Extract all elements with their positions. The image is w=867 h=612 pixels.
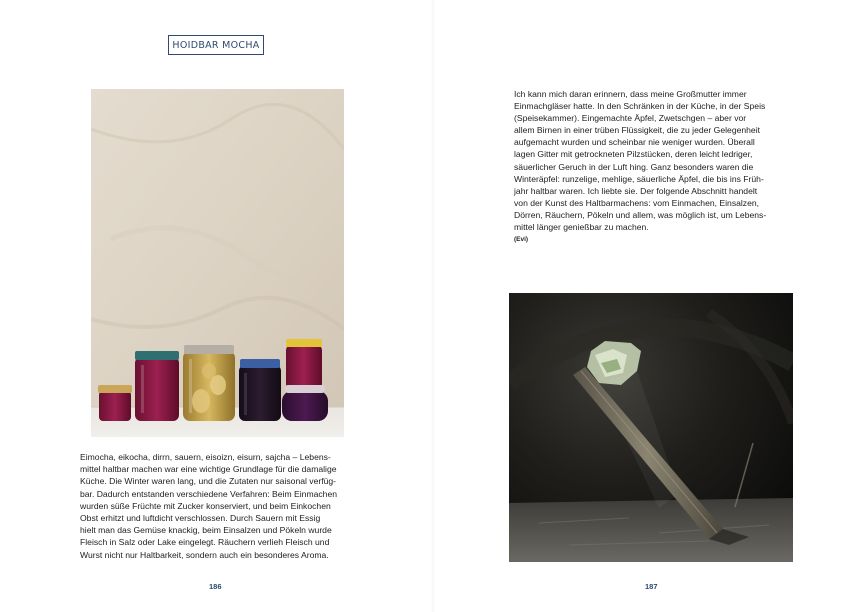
page-number-left: 186 bbox=[209, 582, 222, 591]
author-attribution: (Evi) bbox=[514, 236, 529, 243]
cellar-photo bbox=[509, 293, 793, 562]
book-gutter bbox=[431, 0, 435, 612]
page-number-right: 187 bbox=[645, 582, 658, 591]
left-body-text: Eimocha, eikocha, dirrn, sauern, eisoizn, eisurn, sajcha – Lebens- mittel haltbar machen war eine wichtige Grundlage für die damalige Küche. Die Winter waren lang, und die Zutaten nur saisonal verfüg- bar. Dadurch entstanden verschiedene Verfahren: Beim Einmachen wurden süße Früchte mit Zucker konserviert, und beim Einkochen Obst erhitzt und luftdicht verschlossen. Durch Sauern mit Essig hielt man das Gemüse knackig, beim Einsalzen und Pökeln wurde Fleisch in Salz oder Lake eingelegt. Räuchern verlieh Fleisch und Wurst nicht nur Haltbarkeit, sondern auch ein besonderes Aroma. bbox=[80, 452, 338, 560]
preserve-jars-photo bbox=[91, 89, 344, 437]
cellar-illustration bbox=[509, 293, 793, 562]
right-body-text: Ich kann mich daran erinnern, dass meine Großmutter immer Einmachgläser hatte. In den Schränken in der Küche, in der Speis (Speisekammer). Eingemachte Äpfel, Zwetschgen – aber vor allem Birnen in einer trüben Flüssigkeit, die zu jeder Gelegenheit aufgemacht wurden und scheinbar nie weniger wurden. Überall lagen Gitter mit getrockneten Pilzstücken, deren leicht ledriger, säuerlicher Geruch in der Luft hing. Ganz besonders waren die Winteräpfel: runzelige, mehlige, säuerliche Äpfel, die bis ins Früh- jahr haltbar waren. Ich liebte sie. Der folgende Abschnitt handelt von der Kunst des Haltbarmachens: vom Einmachen, Einsalzen, Dörren, Räuchern, Pökeln und allem, was möglich ist, um Lebens- mittel länger genießbar zu machen. bbox=[514, 89, 767, 233]
preserve-jars-illustration bbox=[91, 89, 344, 437]
section-label: HOIDBAR MOCHA bbox=[168, 35, 264, 55]
